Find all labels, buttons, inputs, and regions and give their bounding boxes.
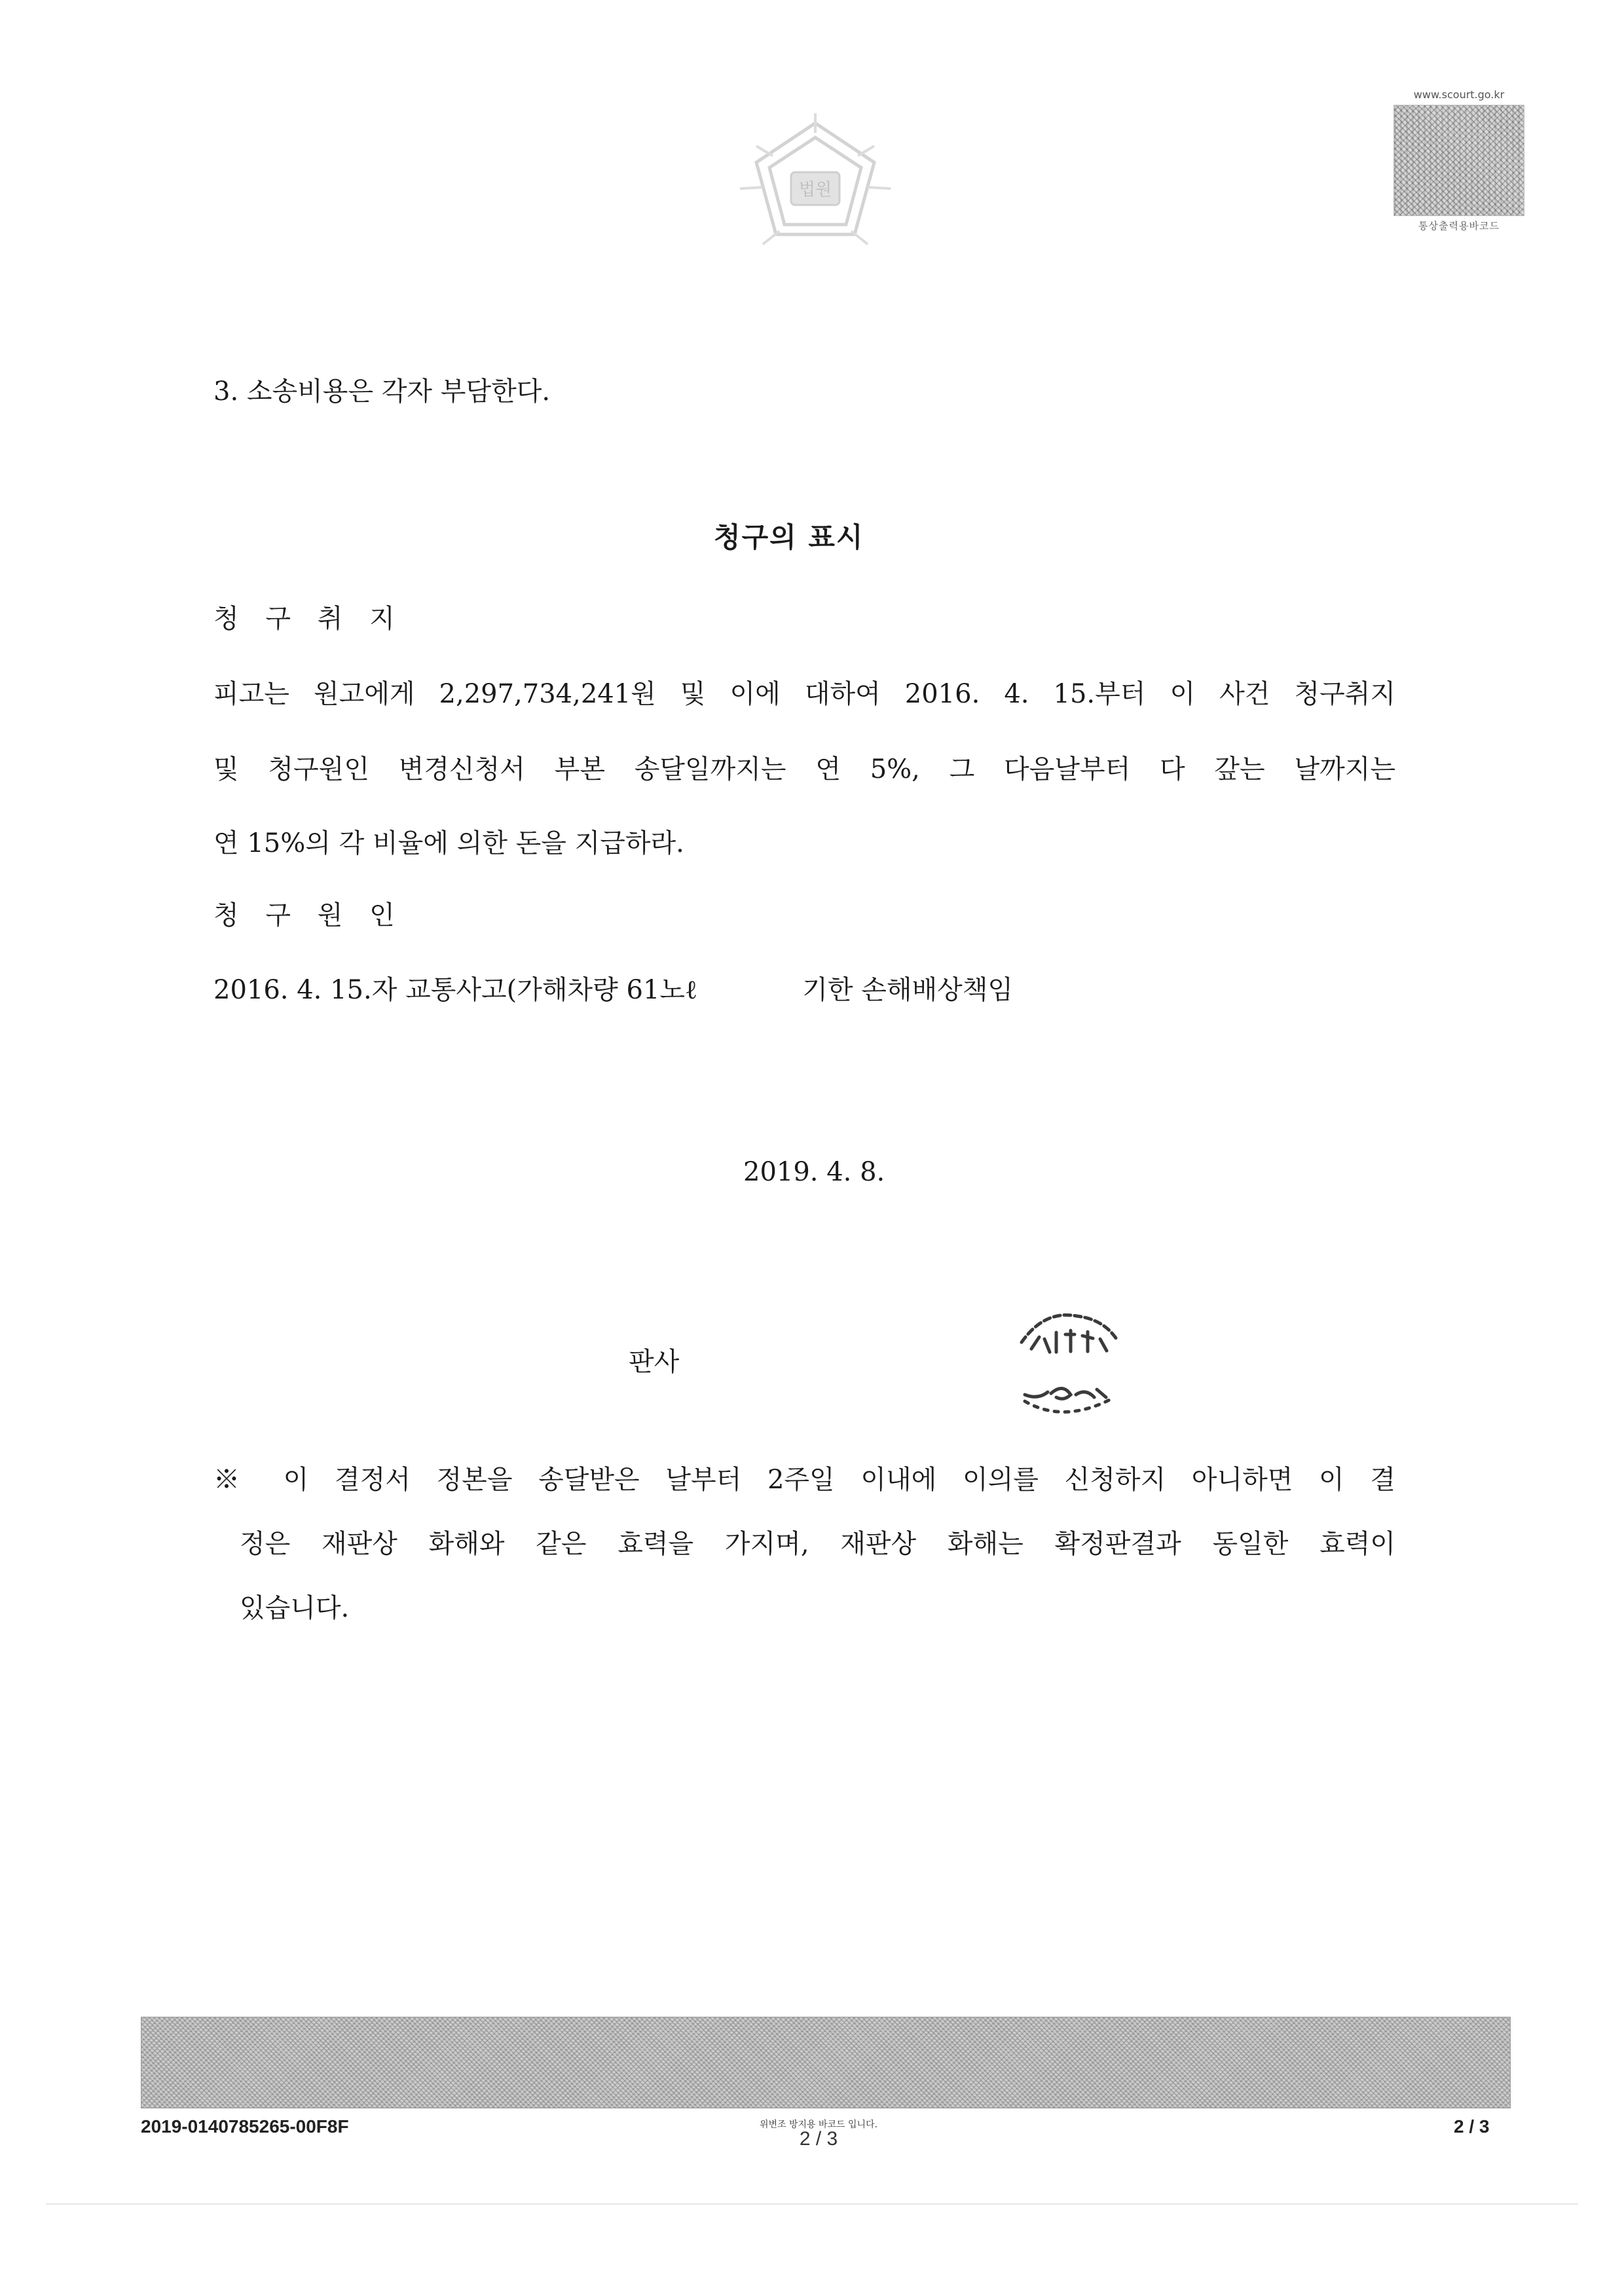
section-title: 청구의 표시 xyxy=(714,521,864,553)
qr-url: www.scourt.go.kr xyxy=(1413,88,1505,101)
claim-cause-text-b: 기한 손해배상책임 xyxy=(802,975,1014,1005)
notice-line-1: ※ 이 결정서 정본을 송달받은 날부터 2주일 이내에 이의를 신청하지 아니하면 이 결 xyxy=(213,1465,1395,1495)
court-emblem-icon xyxy=(733,110,897,261)
claim-purpose-line-2: 및 청구원인 변경신청서 부본 송달일까지는 연 5%, 그 다음날부터 다 갚는 날까지는 xyxy=(213,754,1395,784)
decision-date: 2019. 4. 8. xyxy=(743,1157,885,1187)
page-number-right: 2 / 3 xyxy=(1454,2116,1490,2137)
claim-purpose-heading: 청 구 취 지 xyxy=(213,604,404,634)
notice-line-2: 정은 재판상 화해와 같은 효력을 가지며, 재판상 화해는 확정판결과 동일한 효력이 xyxy=(240,1529,1395,1559)
item-3-line: 3. 소송비용은 각자 부담한다. xyxy=(213,376,551,407)
page-number-center: 2 / 3 xyxy=(799,2128,838,2150)
claim-purpose-line-3: 연 15%의 각 비율에 의한 돈을 지급하라. xyxy=(213,828,684,858)
claim-cause-line xyxy=(213,977,1013,1003)
judge-label: 판사 xyxy=(629,1347,680,1377)
claim-purpose-line-1: 피고는 원고에게 2,297,734,241원 및 이에 대하여 2016. 4. 15.부터 이 사건 청구취지 xyxy=(213,679,1395,709)
notice-line-3: 있습니다. xyxy=(240,1593,350,1623)
claim-cause-text-a: 2016. 4. 15.자 교통사고(가해차량 61노ℓ xyxy=(213,975,698,1005)
claim-cause-heading: 청 구 원 인 xyxy=(213,900,404,930)
scan-edge-line xyxy=(46,2203,1578,2205)
qr-caption: 통상출력용바코드 xyxy=(1418,220,1500,232)
qr-code xyxy=(1393,105,1524,216)
emblem-label: 법원 xyxy=(798,180,832,200)
document-id: 2019-0140785265-00F8F xyxy=(141,2116,349,2137)
barcode-note: 위변조 방지용 바코드 입니다. xyxy=(759,2120,878,2130)
anti-forgery-barcode xyxy=(141,2017,1511,2108)
judge-seal-stamp xyxy=(1005,1303,1136,1421)
